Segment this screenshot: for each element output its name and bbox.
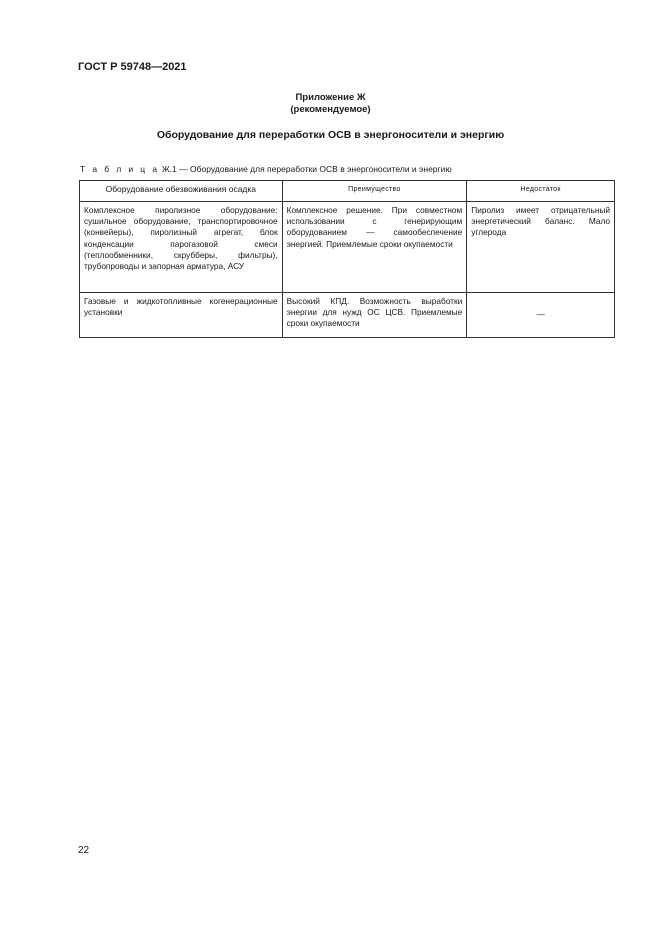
appendix-heading xyxy=(0,92,661,116)
cell-disadvantage: Пиролиз имеет отрицательный энергетический баланс. Мало углерода xyxy=(467,202,615,293)
column-header-advantage: Преимущество xyxy=(282,181,467,202)
section-title: Оборудование для переработки ОСВ в энергоносители и энергию xyxy=(156,129,505,141)
cell-advantage: Комплексное решение. При совместном использовании с генерирующим оборудованием — самообеспечение энергией. Приемлемые сроки окупаемости xyxy=(282,202,467,293)
cell-advantage: Высокий КПД. Возможность выработки энергии для нужд ОС ЦСВ. Приемлемые сроки окупаемости xyxy=(282,293,467,338)
appendix-subtitle: (рекомендуемое) xyxy=(290,104,371,115)
cell-disadvantage: — xyxy=(467,293,615,338)
table-caption-text: Ж.1 — Оборудование для переработки ОСВ в энергоносители и энергию xyxy=(159,164,452,174)
cell-equipment: Комплексное пиролизное оборудование: сушильное оборудование, транспортировочное (конвейеры), пиролизный агрегат, блок конденсации парогазовой смеси (теплообменники, скрубберы, фильтры), трубопроводы и запорная арматура, АСУ xyxy=(80,202,283,293)
column-header-disadvantage: Недостаток xyxy=(467,181,615,202)
document-code: ГОСТ Р 59748—2021 xyxy=(78,61,187,73)
appendix-title: Приложение Ж xyxy=(295,92,366,103)
page-number: 22 xyxy=(78,845,90,856)
column-header-equipment: Оборудование обезвоживания осадка xyxy=(80,181,283,202)
table-header-row xyxy=(80,181,615,202)
cell-equipment: Газовые и жидкотопливные когенерационные установки xyxy=(80,293,283,338)
table-caption-prefix: Т а б л и ц а xyxy=(80,164,160,174)
table-row xyxy=(80,202,615,293)
table-row xyxy=(80,293,615,338)
equipment-table xyxy=(79,180,615,338)
table-caption xyxy=(80,164,452,174)
